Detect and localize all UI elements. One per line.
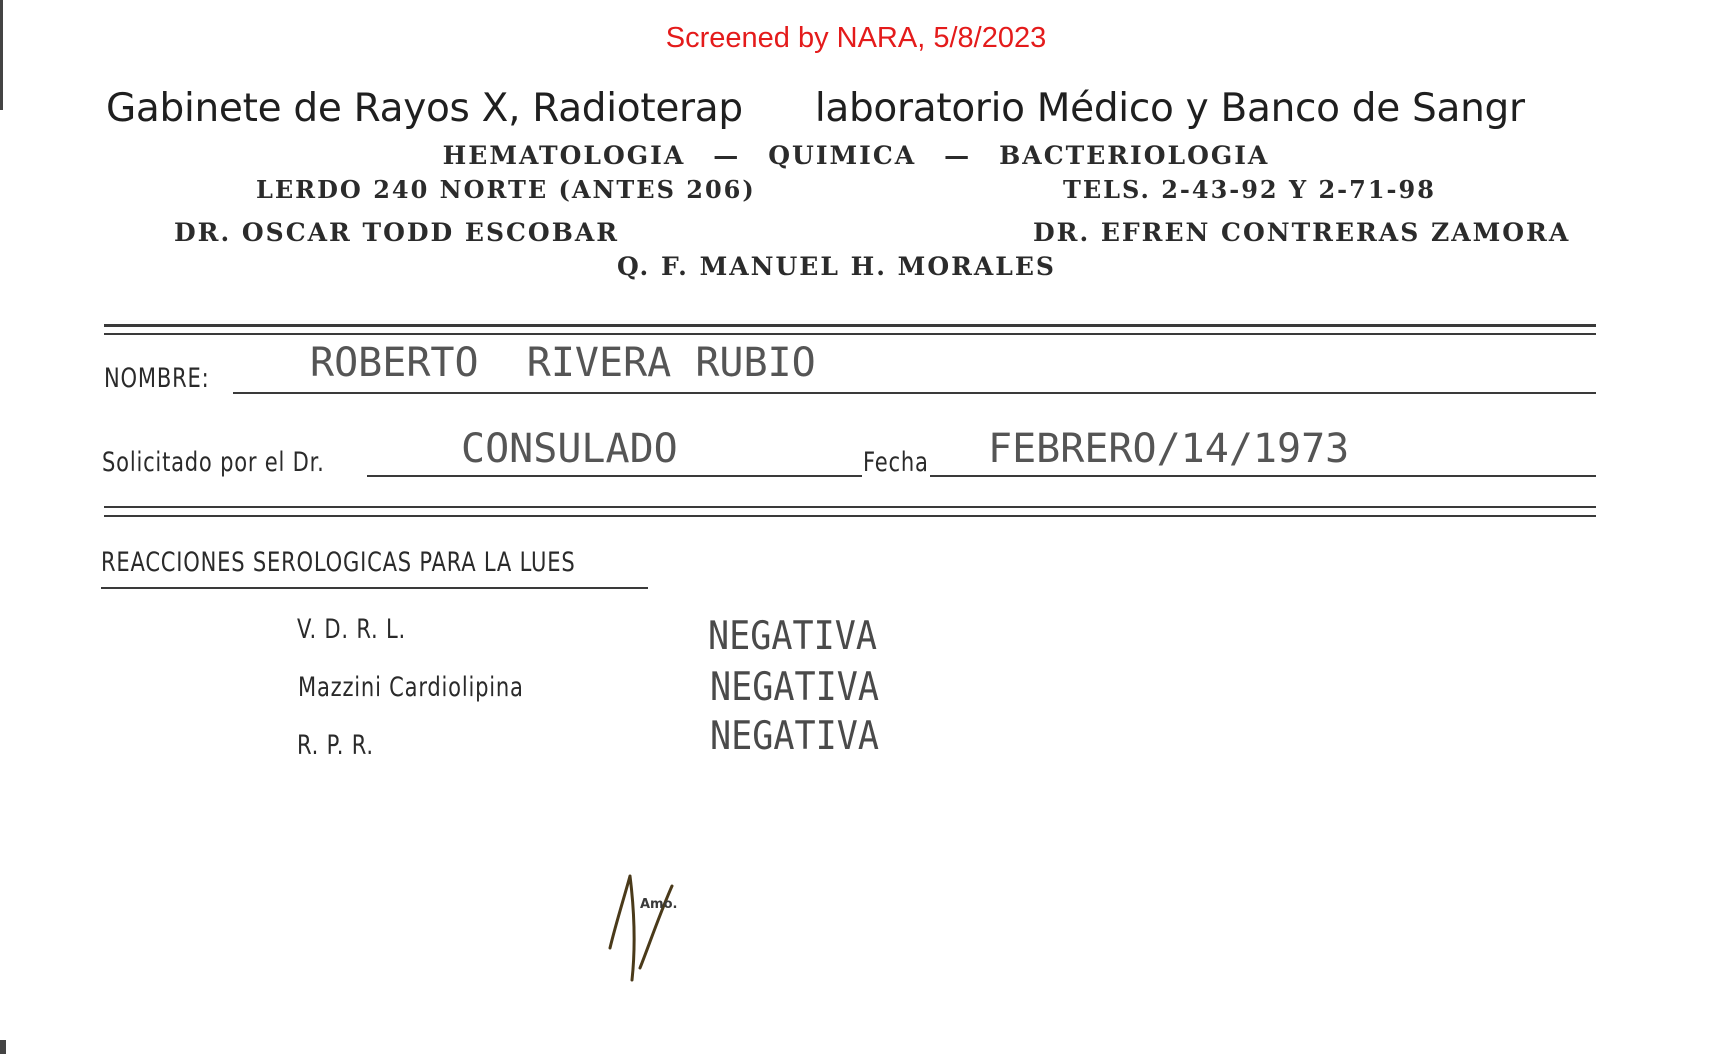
specialty-quimica: QUIMICA	[768, 141, 917, 170]
title-left: Gabinete de Rayos X, Radioterap	[106, 86, 743, 131]
separator-dash: —	[944, 141, 972, 170]
nara-screening-stamp: Screened by NARA, 5/8/2023	[665, 22, 1047, 54]
date-label: Fecha	[863, 447, 929, 478]
chemist-name: Q. F. MANUEL H. MORALES	[617, 252, 1056, 281]
test-result: NEGATIVA	[708, 614, 878, 659]
title-right: laboratorio Médico y Banco de Sangr	[814, 86, 1525, 131]
name-label: NOMBRE:	[104, 363, 210, 394]
test-name-wrap	[297, 730, 396, 761]
specialty-bacteriologia: BACTERIOLOGIA	[999, 141, 1270, 170]
header-divider-top	[104, 324, 1596, 327]
lab-address: LERDO 240 NORTE (ANTES 206)	[256, 175, 756, 204]
signature-mark	[600, 868, 720, 988]
test-name-wrap	[297, 614, 437, 645]
name-label-wrap	[104, 363, 239, 394]
name-underline	[233, 392, 1596, 394]
form-divider-bottom	[104, 515, 1596, 517]
header-divider-bottom	[104, 333, 1596, 335]
test-name: R. P. R.	[297, 730, 374, 761]
doctor-right: DR. EFREN CONTRERAS ZAMORA	[1033, 218, 1571, 247]
specialty-hematologia: HEMATOLOGIA	[442, 141, 686, 170]
section-heading-underline	[101, 587, 648, 589]
lab-letterhead-title	[106, 86, 1525, 131]
test-name: V. D. R. L.	[297, 614, 406, 645]
requested-label-wrap	[102, 447, 387, 478]
test-result: NEGATIVA	[710, 714, 880, 759]
left-edge-mark-bottom	[0, 1040, 6, 1054]
signature-text: Amo.	[640, 897, 678, 912]
requested-underline	[367, 475, 862, 477]
date-value: FEBRERO/14/1973	[988, 426, 1350, 472]
name-value: ROBERTO RIVERA RUBIO	[310, 340, 816, 386]
test-result-wrap	[710, 714, 898, 759]
date-label-wrap	[863, 447, 947, 478]
section-heading: REACCIONES SEROLOGICAS PARA LA LUES	[101, 547, 576, 578]
date-underline	[930, 475, 1596, 477]
form-divider-top	[104, 506, 1596, 508]
test-result-wrap	[708, 614, 896, 659]
specialties-line	[0, 141, 1712, 170]
test-name: Mazzini Cardiolipina	[298, 672, 524, 703]
test-result: NEGATIVA	[710, 665, 880, 710]
lab-phones: TELS. 2-43-92 Y 2-71-98	[1063, 175, 1436, 204]
test-name-wrap	[298, 672, 587, 703]
requested-value: CONSULADO	[461, 426, 678, 472]
separator-dash: —	[713, 141, 741, 170]
section-heading-wrap	[101, 547, 709, 578]
left-edge-mark	[0, 0, 3, 110]
requested-label: Solicitado por el Dr.	[102, 447, 325, 478]
test-result-wrap	[710, 665, 898, 710]
doctor-left: DR. OSCAR TODD ESCOBAR	[174, 218, 620, 247]
